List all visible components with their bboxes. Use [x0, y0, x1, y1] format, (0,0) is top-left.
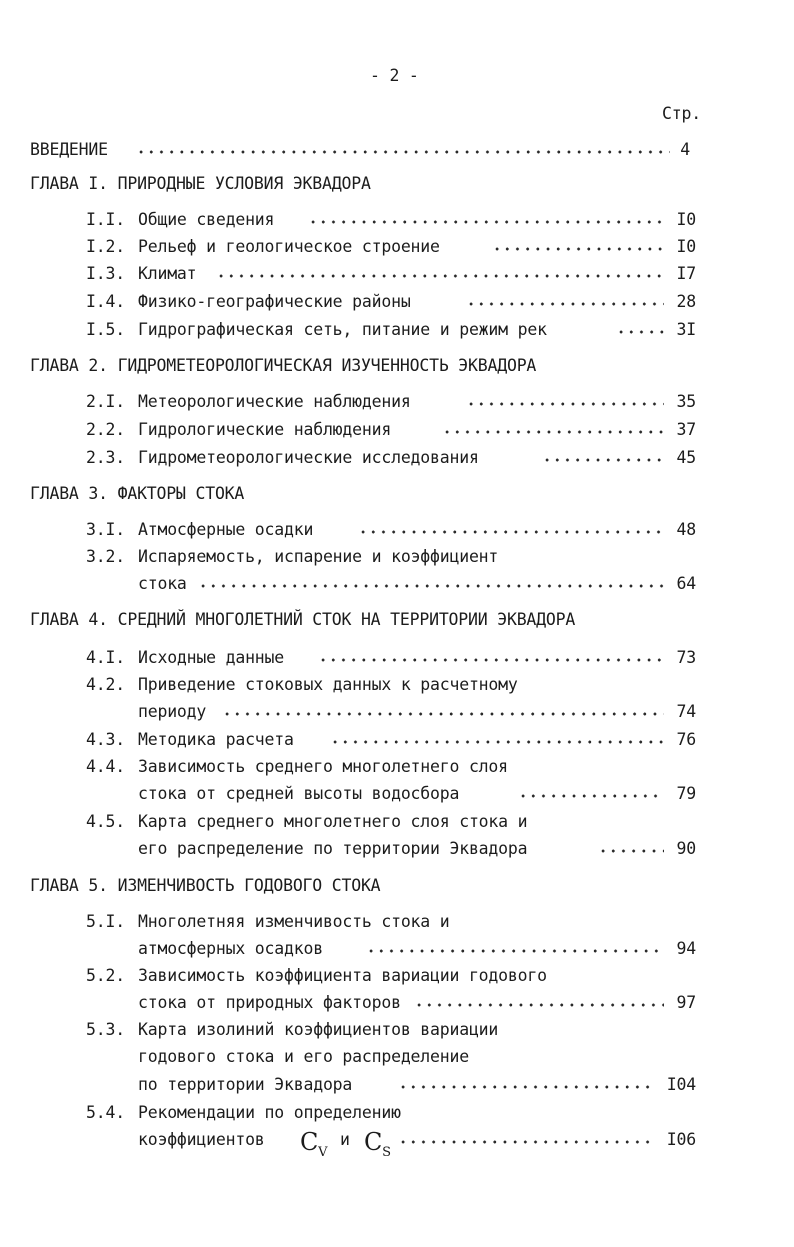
section-title: Гидрометеорологические исследования [138, 448, 479, 467]
section-number: I.3. [86, 264, 125, 283]
section-page: 64 [676, 574, 696, 593]
section-title: Атмосферные осадки [138, 520, 314, 539]
toc-section [86, 290, 696, 314]
section-page: I7 [676, 264, 696, 283]
toc-section [86, 728, 696, 752]
toc-section [86, 673, 696, 697]
toc-intro-page: 4 [680, 140, 690, 159]
section-title: Зависимость среднего многолетнего слоя [138, 757, 508, 776]
section-number: 4.5. [86, 812, 125, 831]
toc-section [86, 810, 696, 834]
section-number: 5.I. [86, 912, 125, 931]
chapter-title: ГЛАВА 4. СРЕДНИЙ МНОГОЛЕТНИЙ СТОК НА ТЕРРИТОРИИ ЭКВАДОРА [30, 610, 576, 629]
section-title: Рекомендации по определению [138, 1103, 401, 1122]
chapter-title: ГЛАВА 2. ГИДРОМЕТЕОРОЛОГИЧЕСКАЯ ИЗУЧЕННОСТЬ ЭКВАДОРА [30, 356, 537, 375]
section-page: 76 [676, 730, 696, 749]
leader-dots [308, 218, 664, 226]
section-page: 28 [676, 292, 696, 311]
leader-dots [414, 1001, 664, 1009]
section-page: 90 [676, 839, 696, 858]
toc-section [86, 755, 696, 779]
cv-letter: C [300, 1128, 319, 1156]
section-title: Карта среднего многолетнего слоя стока и [138, 812, 528, 831]
section-page: 73 [676, 648, 696, 667]
section-title: Карта изолиний коэффициентов вариации [138, 1020, 499, 1039]
leader-dots [518, 792, 664, 800]
section-number: I.5. [86, 320, 125, 339]
section-title: Приведение стоковых данных к расчетному [138, 675, 518, 694]
leader-dots [136, 148, 670, 156]
section-title: атмосферных осадков [138, 939, 323, 958]
cv-subscript: V [318, 1144, 328, 1160]
leader-dots [216, 272, 664, 280]
section-title: Климат [138, 264, 197, 283]
section-number: 2.2. [86, 420, 125, 439]
toc-section [86, 446, 696, 470]
toc-section [86, 646, 696, 670]
leader-dots [398, 1083, 654, 1091]
section-title: стока от средней высоты водосбора [138, 784, 460, 803]
toc-section [86, 235, 696, 259]
section-number: I.2. [86, 237, 125, 256]
toc-section-continuation [86, 1045, 696, 1069]
section-number: 4.2. [86, 675, 125, 694]
leader-dots [222, 710, 664, 718]
section-title: Гидрологические наблюдения [138, 420, 392, 439]
cs-letter: C [364, 1128, 383, 1156]
section-number: I.4. [86, 292, 125, 311]
page-number: - 2 - [370, 66, 419, 85]
section-page: 74 [676, 702, 696, 721]
toc-section [86, 262, 696, 286]
section-title: Гидрографическая сеть, питание и режим рек [138, 320, 547, 339]
cs-subscript: S [382, 1144, 391, 1160]
leader-dots [330, 738, 664, 746]
toc-intro [30, 138, 696, 162]
section-title: коэффициентов [138, 1130, 265, 1149]
section-number: 3.2. [86, 547, 125, 566]
toc-section-continuation [86, 837, 696, 861]
toc-section [86, 418, 696, 442]
toc-section [86, 390, 696, 414]
toc-section [86, 545, 696, 569]
chapter-title: ГЛАВА I. ПРИРОДНЫЕ УСЛОВИЯ ЭКВАДОРА [30, 174, 371, 193]
toc-section-continuation [86, 572, 696, 596]
section-title: Метеорологические наблюдения [138, 392, 411, 411]
toc-section-continuation [86, 782, 696, 806]
section-page: 45 [676, 448, 696, 467]
section-title: Общие сведения [138, 210, 275, 229]
section-page: I0 [676, 237, 696, 256]
toc-section-continuation [86, 937, 696, 961]
section-number: I.I. [86, 210, 125, 229]
cs-symbol [364, 1130, 391, 1165]
leader-dots [598, 847, 664, 855]
section-number: 4.3. [86, 730, 125, 749]
section-title: стока [138, 574, 187, 593]
section-page: 94 [676, 939, 696, 958]
section-title: его распределение по территории Эквадора [138, 839, 528, 858]
section-number: 5.4. [86, 1103, 125, 1122]
page-column-label: Стр. [662, 104, 701, 123]
toc-section [86, 964, 696, 988]
section-page: I04 [666, 1075, 696, 1094]
toc-section [86, 1018, 696, 1042]
section-title: Исходные данные [138, 648, 285, 667]
toc-section [86, 318, 696, 342]
chapter-title: ГЛАВА 3. ФАКТОРЫ СТОКА [30, 484, 245, 503]
leader-dots [198, 582, 664, 590]
section-page: 97 [676, 993, 696, 1012]
section-title: периоду [138, 702, 207, 721]
section-title: Зависимость коэффициента вариации годового [138, 966, 547, 985]
section-number: 3.I. [86, 520, 125, 539]
section-title: по территории Эквадора [138, 1075, 353, 1094]
section-page: I06 [666, 1130, 696, 1149]
leader-dots [466, 400, 664, 408]
toc-section [86, 910, 696, 934]
section-number: 5.2. [86, 966, 125, 985]
section-title: Рельеф и геологическое строение [138, 237, 440, 256]
section-page: 3I [676, 320, 696, 339]
section-page: 48 [676, 520, 696, 539]
leader-dots [398, 1138, 654, 1146]
toc-section-continuation [86, 1073, 696, 1097]
leader-dots [542, 456, 664, 464]
section-title: Физико-географические районы [138, 292, 411, 311]
toc-section [86, 208, 696, 232]
section-number: 2.I. [86, 392, 125, 411]
section-page: I0 [676, 210, 696, 229]
section-page: 79 [676, 784, 696, 803]
cv-symbol [300, 1130, 327, 1165]
toc-intro-title: ВВЕДЕНИЕ [30, 140, 108, 159]
section-number: 5.3. [86, 1020, 125, 1039]
section-number: 4.I. [86, 648, 125, 667]
leader-dots [358, 528, 664, 536]
leader-dots [466, 300, 664, 308]
section-page: 35 [676, 392, 696, 411]
section-title: Испаряемость, испарение и коэффициент [138, 547, 499, 566]
section-title: годового стока и его распределение [138, 1047, 469, 1066]
toc-section [86, 1101, 696, 1125]
leader-dots [318, 656, 664, 664]
leader-dots [366, 947, 664, 955]
section-page: 37 [676, 420, 696, 439]
formula-and: и [340, 1130, 350, 1149]
toc-section-continuation [86, 1128, 696, 1160]
toc-section [86, 518, 696, 542]
section-number: 4.4. [86, 757, 125, 776]
chapter-title: ГЛАВА 5. ИЗМЕНЧИВОСТЬ ГОДОВОГО СТОКА [30, 876, 381, 895]
section-title: Многолетняя изменчивость стока и [138, 912, 450, 931]
toc-section-continuation [86, 991, 696, 1015]
section-title: стока от природных факторов [138, 993, 401, 1012]
section-number: 2.3. [86, 448, 125, 467]
leader-dots [442, 428, 664, 436]
toc-section-continuation [86, 700, 696, 724]
leader-dots [492, 245, 664, 253]
section-title: Методика расчета [138, 730, 294, 749]
leader-dots [616, 328, 664, 336]
